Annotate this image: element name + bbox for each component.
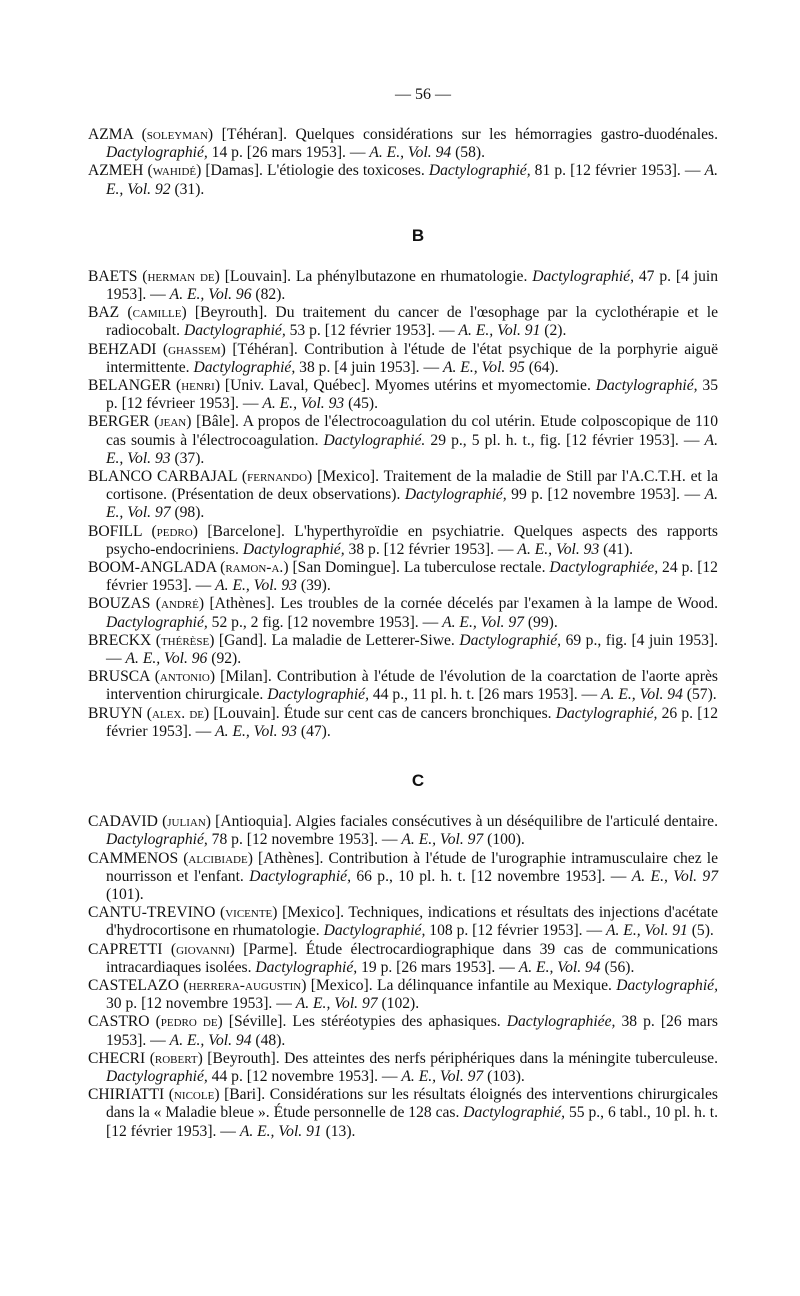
entry-details: 47 p. [4 juin 1953]. — (106, 267, 719, 304)
bibliography-entry (88, 595, 718, 631)
entry-number: (39). (296, 577, 331, 595)
bibliography-entry (88, 413, 718, 468)
publication-type: Dactylographié, (255, 958, 358, 976)
author-given-name: (alex. de) (146, 704, 210, 722)
entry-details: 81 p. [12 février 1953]. — (530, 162, 705, 180)
author-given-name: (andré) (155, 595, 205, 613)
publication-type: Dactylographié, (106, 1067, 208, 1085)
author-surname: BOUZAS (88, 595, 151, 613)
entry-text: [Bâle]. A propos de l'électrocoagulation du col utérin. Etude colposcopique de 110 cas soumis à l'électrocoagulation. (106, 413, 718, 449)
entry-number: (5). (687, 922, 714, 940)
volume-reference: A. E., Vol. 94 (601, 686, 683, 704)
entry-details: 78 p. [12 novembre 1953]. — (207, 831, 402, 849)
entry-text: [Louvain]. La phénylbutazone en rhumatologie. (219, 267, 533, 285)
entry-details: 69 p., fig. [4 juin 1953]. — (106, 631, 719, 668)
entry-details: 66 p., 10 pl. h. t. [12 novembre 1953]. — (350, 867, 632, 885)
author-surname: CAMMENOS (88, 849, 179, 867)
author-given-name: (vicente) (220, 904, 278, 922)
volume-reference: A. E., Vol. 94 (518, 958, 601, 976)
volume-reference: A. E., Vol. 97 (631, 867, 719, 885)
author-surname: BLANCO CARBAJAL (88, 468, 238, 486)
entry-details: 53 p. [12 février 1953]. — (285, 322, 459, 340)
entry-text: [Mexico]. Traitement de la maladie de Still par l'A.C.T.H. et la cortisone. (Présentation de deux observations). (106, 468, 719, 504)
entry-details: 44 p., 11 pl. h. t. [26 mars 1953]. — (369, 686, 602, 704)
author-given-name: (ramon-a.) (220, 559, 289, 577)
bibliography-entry (88, 813, 718, 849)
section-letter-heading: C (411, 771, 425, 791)
entry-number: (100). (483, 831, 525, 849)
volume-reference: A. E., Vol. 94 (369, 144, 452, 162)
entry-number: (58). (451, 144, 485, 162)
volume-reference: A. E., Vol. 93 (262, 395, 345, 413)
entry-text: [Beyrouth]. Du traitement du cancer de l'œsophage par la cyclothérapie et le radiocobalt. (106, 304, 718, 340)
author-given-name: (fernando) (241, 468, 313, 486)
entry-text: [Athènes]. Les troubles de la cornée décelés par l'examen à la lampe de Wood. (204, 595, 718, 613)
volume-reference: A. E., Vol. 97 (106, 486, 718, 522)
author-given-name: (alcibiade) (183, 849, 253, 867)
volume-reference: A. E., Vol. 97 (401, 1067, 484, 1085)
entry-number: (57). (682, 686, 717, 704)
author-given-name: (herman de) (142, 267, 220, 285)
entry-number: (56). (600, 958, 635, 976)
bibliography-entry (88, 126, 718, 162)
entry-details: 108 p. [12 février 1953]. — (425, 922, 606, 940)
entry-number: (101). (106, 885, 144, 903)
bibliography-entry (88, 668, 718, 704)
entry-details: 44 p. [12 novembre 1953]. — (207, 1067, 402, 1085)
author-surname: CANTU-TREVINO (88, 904, 216, 922)
author-surname: BELANGER (88, 377, 172, 395)
entry-text: [Téhéran]. Quelques considérations sur les hémorragies gastro-duodénales. (213, 126, 718, 143)
author-given-name: (pedro) (151, 522, 198, 540)
bibliography-entry (88, 268, 718, 304)
page-number: — 56 — (395, 86, 451, 103)
publication-type: Dactylographié, (428, 162, 531, 180)
entry-text: [Univ. Laval, Québec]. Myomes utérins et myomectomie. (220, 377, 596, 395)
volume-reference: A. E., Vol. 95 (442, 358, 525, 376)
author-given-name: (jean) (154, 413, 192, 431)
publication-type: Dactylographié. (323, 431, 426, 449)
author-given-name: (ghassem) (162, 340, 226, 358)
bibliography-page (88, 86, 718, 1141)
bibliography-entry (88, 632, 718, 668)
entry-text: [Séville]. Les stéréotypies des aphasiques. (222, 1013, 507, 1031)
entry-number: (47). (296, 722, 331, 740)
bibliography-entry (88, 941, 718, 977)
publication-type: Dactylographiée, (549, 559, 659, 577)
volume-reference: A. E., Vol. 96 (169, 286, 252, 304)
author-surname: CADAVID (88, 813, 158, 831)
entry-number: (64). (524, 358, 559, 376)
bibliography-entry (88, 523, 718, 559)
bibliography-entry (88, 341, 718, 377)
publication-type: Dactylographié, (463, 1104, 566, 1122)
entry-number: (2). (540, 322, 567, 340)
publication-type: Dactylographié, (616, 976, 719, 994)
publication-type: Dactylographié, (183, 322, 286, 340)
bibliography-entry (88, 977, 718, 1013)
author-given-name: (pedro de) (155, 1013, 223, 1031)
publication-type: Dactylographié, (249, 867, 351, 885)
entry-text: [Beyrouth]. Des atteintes des nerfs périphériques dans la méningite tuberculeuse. (202, 1049, 718, 1067)
author-given-name: (henri) (176, 377, 221, 395)
entry-details: 35 p. [12 févrieer 1953]. — (106, 377, 718, 413)
entry-text: [Téhéran]. Contribution à l'étude de l'état psychique de la porphyrie aiguë intermittente. (106, 340, 718, 376)
author-surname: BEHZADI (88, 340, 157, 358)
bibliography-entry (88, 705, 718, 741)
publication-type: Dactylographié, (532, 267, 635, 285)
publication-type: Dactylographié, (595, 377, 698, 395)
author-given-name: (thérèse) (155, 631, 215, 649)
entry-number: (99). (523, 613, 558, 631)
bibliography-entry (88, 377, 718, 413)
bibliography-entry (88, 468, 718, 523)
bibliography-entry (88, 162, 718, 198)
entry-details: 99 p. [12 novembre 1953]. — (506, 486, 705, 504)
entry-details: 26 p. [12 février 1953]. — (106, 704, 718, 740)
volume-reference: A. E., Vol. 96 (125, 650, 208, 668)
bibliography-entry (88, 1013, 718, 1049)
entry-details: 52 p., 2 fig. [12 novembre 1953]. — (207, 613, 443, 631)
volume-reference: A. E., Vol. 91 (458, 322, 541, 340)
entry-number: (102). (377, 995, 420, 1013)
volume-reference: A. E., Vol. 93 (517, 540, 600, 558)
publication-type: Dactylographié, (242, 540, 345, 558)
entry-number: (45). (344, 395, 378, 413)
entry-text: [Barcelone]. L'hyperthyroïdie en psychiatrie. Quelques aspects des rapports psycho-endocriniens. (106, 522, 718, 558)
volume-reference: A. E., Vol. 91 (239, 1122, 322, 1140)
entry-text: [Damas]. L'étiologie des toxicoses. (201, 162, 429, 180)
entry-details: 14 p. [26 mars 1953]. — (207, 144, 370, 162)
entry-text: [Parme]. Étude électrocardiographique dans 39 cas de communications intracardiaques isolées. (106, 940, 719, 976)
entry-text: [Mexico]. Techniques, indications et résultats des injections d'acétate d'hydrocortisone en rhumatologie. (106, 904, 718, 940)
author-surname: CHIRIATTI (88, 1086, 165, 1104)
author-given-name: (nicole) (168, 1086, 220, 1104)
author-surname: BRECKX (88, 631, 152, 649)
volume-reference: A. E., Vol. 94 (169, 1031, 252, 1049)
entry-details: 38 p. [12 février 1953]. — (344, 540, 518, 558)
author-given-name: (julian) (162, 813, 211, 831)
publication-type: Dactylographié, (404, 486, 507, 504)
entry-number: (98). (170, 504, 205, 522)
bibliography-entry (88, 904, 718, 940)
entry-text: [San Domingue]. La tuberculose rectale. (288, 559, 550, 577)
entry-details: 29 p., 5 pl. h. t., fig. [12 février 1953]. — (425, 431, 705, 449)
bibliography-entry (88, 559, 718, 595)
entry-text: [Gand]. La maladie de Letterer-Siwe. (214, 631, 460, 649)
entry-number: (37). (170, 449, 205, 467)
author-surname: BRUYN (88, 704, 143, 722)
publication-type: Dactylographié, (459, 631, 562, 649)
author-surname: BOFILL (88, 522, 142, 540)
entry-number: (82). (251, 286, 286, 304)
entry-number: (103). (483, 1067, 525, 1085)
author-surname: BOOM-ANGLADA (88, 559, 217, 577)
author-surname: BRUSCA (88, 668, 150, 686)
volume-reference: A. E., Vol. 93 (215, 722, 297, 740)
publication-type: Dactylographié, (106, 613, 208, 631)
entry-details: 38 p. [26 mars 1953]. — (106, 1013, 718, 1049)
publication-type: Dactylographié, (193, 358, 296, 376)
author-given-name: (antonio) (154, 668, 216, 686)
entry-details: 38 p. [4 juin 1953]. — (295, 358, 443, 376)
entry-text: [Antioquia]. Algies faciales consécutives à un déséquilibre de l'articulé dentaire. (210, 813, 718, 831)
volume-reference: A. E., Vol. 93 (106, 431, 718, 467)
author-given-name: (soleyman) (141, 126, 214, 143)
entry-text: [Mexico]. La délinquance infantile au Mexique. (306, 976, 617, 994)
bibliography-entry (88, 1086, 718, 1141)
volume-reference: A. E., Vol. 91 (605, 922, 688, 940)
entry-details: 19 p. [26 mars 1953]. — (357, 958, 519, 976)
author-surname: AZMA (88, 126, 134, 143)
author-surname: CAPRETTI (88, 940, 163, 958)
author-given-name: (robert) (149, 1049, 203, 1067)
publication-type: Dactylographié, (267, 686, 370, 704)
author-surname: BERGER (88, 413, 150, 431)
author-surname: CASTRO (88, 1013, 150, 1031)
volume-reference: A. E., Vol. 97 (401, 831, 484, 849)
entry-text: [Bari]. Considérations sur les résultats éloignés des interventions chirurgicales dans la « Maladie bleue ». Étude personnelle de 128 cas. (106, 1086, 718, 1122)
entry-number: (48). (251, 1031, 286, 1049)
author-surname: CHECRI (88, 1049, 146, 1067)
entry-details: 24 p. [12 février 1953]. — (106, 559, 718, 595)
bibliography-entry (88, 850, 718, 905)
volume-reference: A. E., Vol. 93 (215, 577, 297, 595)
bibliography-sections (88, 126, 718, 1141)
author-surname: CASTELAZO (88, 976, 179, 994)
author-surname: AZMEH (88, 162, 144, 180)
publication-type: Dactylographié, (106, 831, 208, 849)
section-letter-heading: B (411, 225, 425, 245)
publication-type: Dactylographié, (323, 922, 426, 940)
author-given-name: (wahidé) (147, 162, 202, 180)
publication-type: Dactylographié, (555, 704, 658, 722)
entry-text: [Louvain]. Étude sur cent cas de cancers bronchiques. (209, 704, 556, 722)
entry-number: (31). (170, 180, 205, 198)
bibliography-entry (88, 304, 718, 340)
entry-text: [Milan]. Contribution à l'étude de l'évolution de la coarctation de l'aorte après intervention chirurgicale. (106, 668, 718, 704)
entry-details: 55 p., 6 tabl., 10 pl. h. t. [12 février 1953]. — (106, 1104, 718, 1140)
author-given-name: (herrera-augustin) (183, 976, 307, 994)
entry-number: (41). (599, 540, 634, 558)
author-given-name: (camille) (127, 304, 187, 322)
entry-text: [Athènes]. Contribution à l'étude de l'urographie intramusculaire chez le nourrisson et l'enfant. (106, 849, 718, 885)
bibliography-entry (88, 1050, 718, 1086)
entry-number: (13). (321, 1122, 356, 1140)
volume-reference: A. E., Vol. 92 (106, 162, 718, 198)
author-surname: BAETS (88, 267, 138, 285)
author-given-name: (giovanni) (170, 940, 235, 958)
publication-type: Dactylographié, (106, 144, 208, 162)
volume-reference: A. E., Vol. 97 (442, 613, 524, 631)
publication-type: Dactylographiée, (506, 1013, 616, 1031)
volume-reference: A. E., Vol. 97 (295, 995, 378, 1013)
entry-details: 30 p. [12 novembre 1953]. — (106, 995, 296, 1013)
entry-number: (92). (207, 650, 242, 668)
author-surname: BAZ (88, 304, 120, 322)
